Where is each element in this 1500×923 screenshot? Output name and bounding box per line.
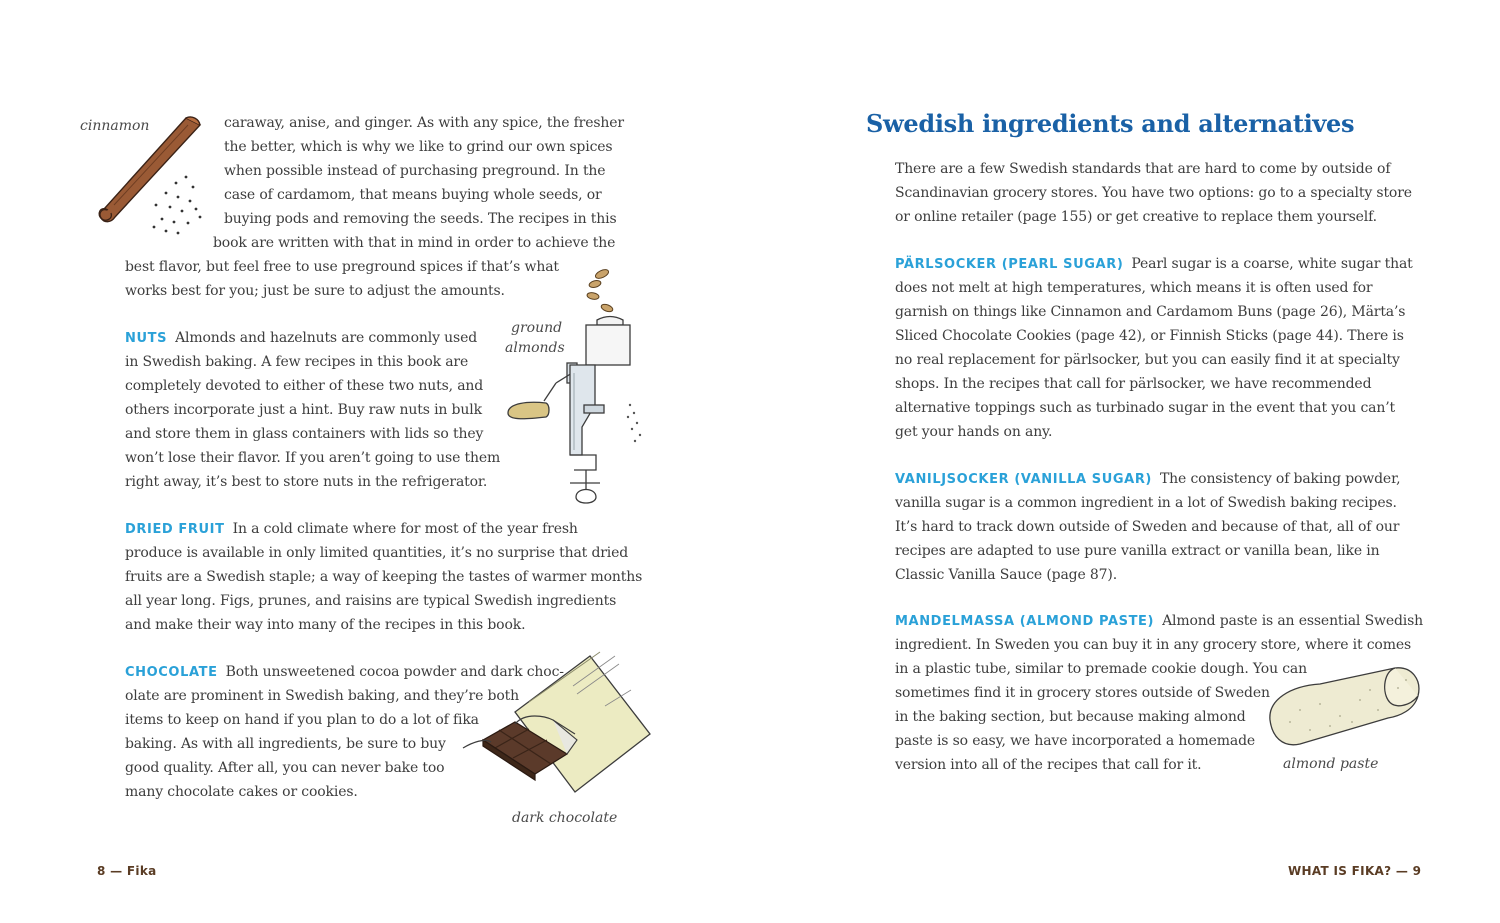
vanilla-sugar-keyword: VANILJSOCKER (VANILLA SUGAR) [895,472,1152,487]
text-line: best flavor, but feel free to use preground spices if that’s what [125,259,559,275]
vanilla-sugar-paragraph-start [895,467,1400,492]
text-line: case of cardamom, that means buying whole seeds, or [224,187,602,203]
text-line: items to keep on hand if you plan to do a lot of fika [125,712,479,728]
left-page-folio: 8 — Fika [97,864,157,878]
text-line: others incorporate just a hint. Buy raw nuts in bulk [125,402,482,418]
text-line: get your hands on any. [895,424,1053,440]
text-line: buying pods and removing the seeds. The recipes in this [224,211,617,227]
text-line: In a cold climate where for most of the year fresh [232,521,578,537]
text-line: paste is so easy, we have incorporated a homemade [895,733,1256,749]
almond-paste-illustration [1260,660,1430,755]
text-line: version into all of the recipes that call for it. [895,757,1202,773]
text-line: in Swedish baking. A few recipes in this book are [125,354,469,370]
text-line: alternative toppings such as turbinado sugar in the event that you can’t [895,400,1395,416]
text-line: baking. As with all ingredients, be sure to buy [125,736,446,752]
text-line: the better, which is why we like to grind our own spices [224,139,613,155]
text-line: olate are prominent in Swedish baking, and they’re both [125,688,519,704]
chocolate-keyword: CHOCOLATE [125,665,218,680]
text-line: all year long. Figs, prunes, and raisins are typical Swedish ingredients [125,593,617,609]
grinder-dust-dots [627,404,641,442]
text-line: and make their way into many of the recipes in this book. [125,617,526,633]
almond-paste-keyword: MANDELMASSA (ALMOND PASTE) [895,614,1155,629]
text-line: completely devoted to either of these two nuts, and [125,378,484,394]
almond-paste-caption: almond paste [1283,756,1379,772]
ground-almonds-caption-line2: almonds [505,340,565,356]
text-line: The consistency of baking powder, [1159,471,1401,487]
section-heading: Swedish ingredients and alternatives [866,109,1355,138]
falling-almonds [587,268,614,313]
text-line: and store them in glass containers with lids so they [125,426,484,442]
text-line: won’t lose their flavor. If you aren’t going to use them [125,450,501,466]
dark-chocolate-caption: dark chocolate [512,810,618,826]
dark-chocolate-illustration [455,650,655,810]
text-line: Both unsweetened cocoa powder and dark choc- [225,664,564,680]
text-line: Scandinavian grocery stores. You have two options: go to a specialty store [895,185,1412,201]
text-line: does not melt at high temperatures, which means it is often used for [895,280,1373,296]
text-line: shops. In the recipes that call for pärlsocker, we have recommended [895,376,1372,392]
text-line: Sliced Chocolate Cookies (page 42), or Finnish Sticks (page 44). There is [895,328,1404,344]
text-line: There are a few Swedish standards that are hard to come by outside of [895,161,1391,177]
almond-paste-paragraph-start [895,609,1423,634]
almond-paste-log [1270,668,1419,745]
text-line: recipes are adapted to use pure vanilla extract or vanilla bean, like in [895,543,1380,559]
text-line: ingredient. In Sweden you can buy it in any grocery store, where it comes [895,637,1411,653]
text-line: book are written with that in mind in order to achieve the [213,235,616,251]
cinnamon-caption: cinnamon [80,118,150,134]
dried-fruit-paragraph-start [125,517,578,542]
text-line: Almond paste is an essential Swedish [1162,613,1424,629]
text-line: vanilla sugar is a common ingredient in a lot of Swedish baking recipes. [895,495,1397,511]
nuts-keyword: NUTS [125,331,168,346]
text-line: It’s hard to track down outside of Sweden and because of that, all of our [895,519,1400,535]
text-line: good quality. After all, you can never bake too [125,760,445,776]
text-line: when possible instead of purchasing preground. In the [224,163,606,179]
text-line: garnish on things like Cinnamon and Cardamom Buns (page 26), Märta’s [895,304,1406,320]
text-line: in the baking section, but because making almond [895,709,1246,725]
text-line: Almonds and hazelnuts are commonly used [175,330,478,346]
ground-almonds-caption-line1: ground [511,320,563,336]
text-line: in a plastic tube, similar to premade cookie dough. You can [895,661,1307,677]
text-line: many chocolate cakes or cookies. [125,784,358,800]
pearl-sugar-paragraph-start [895,252,1413,277]
dried-fruit-keyword: DRIED FRUIT [125,522,225,537]
text-line: Classic Vanilla Sauce (page 87). [895,567,1118,583]
text-line: Pearl sugar is a coarse, white sugar that [1131,256,1413,272]
text-line: works best for you; just be sure to adjust the amounts. [125,283,505,299]
ground-cinnamon-dots [153,176,202,235]
pearl-sugar-keyword: PÄRLSOCKER (PEARL SUGAR) [895,257,1124,272]
nuts-paragraph-start [125,326,477,351]
text-line: or online retailer (page 155) or get creative to replace them yourself. [895,209,1377,225]
right-page-folio: WHAT IS FIKA? — 9 [1288,864,1422,878]
text-line: fruits are a Swedish staple; a way of keeping the tastes of warmer months [125,569,643,585]
text-line: produce is available in only limited quantities, it’s no surprise that dried [125,545,629,561]
text-line: caraway, anise, and ginger. As with any spice, the fresher [224,115,624,131]
text-line: right away, it’s best to store nuts in the refrigerator. [125,474,488,490]
text-line: sometimes find it in grocery stores outside of Sweden [895,685,1270,701]
almond-grinder-illustration [500,265,655,515]
text-line: no real replacement for pärlsocker, but you can easily find it at specialty [895,352,1400,368]
